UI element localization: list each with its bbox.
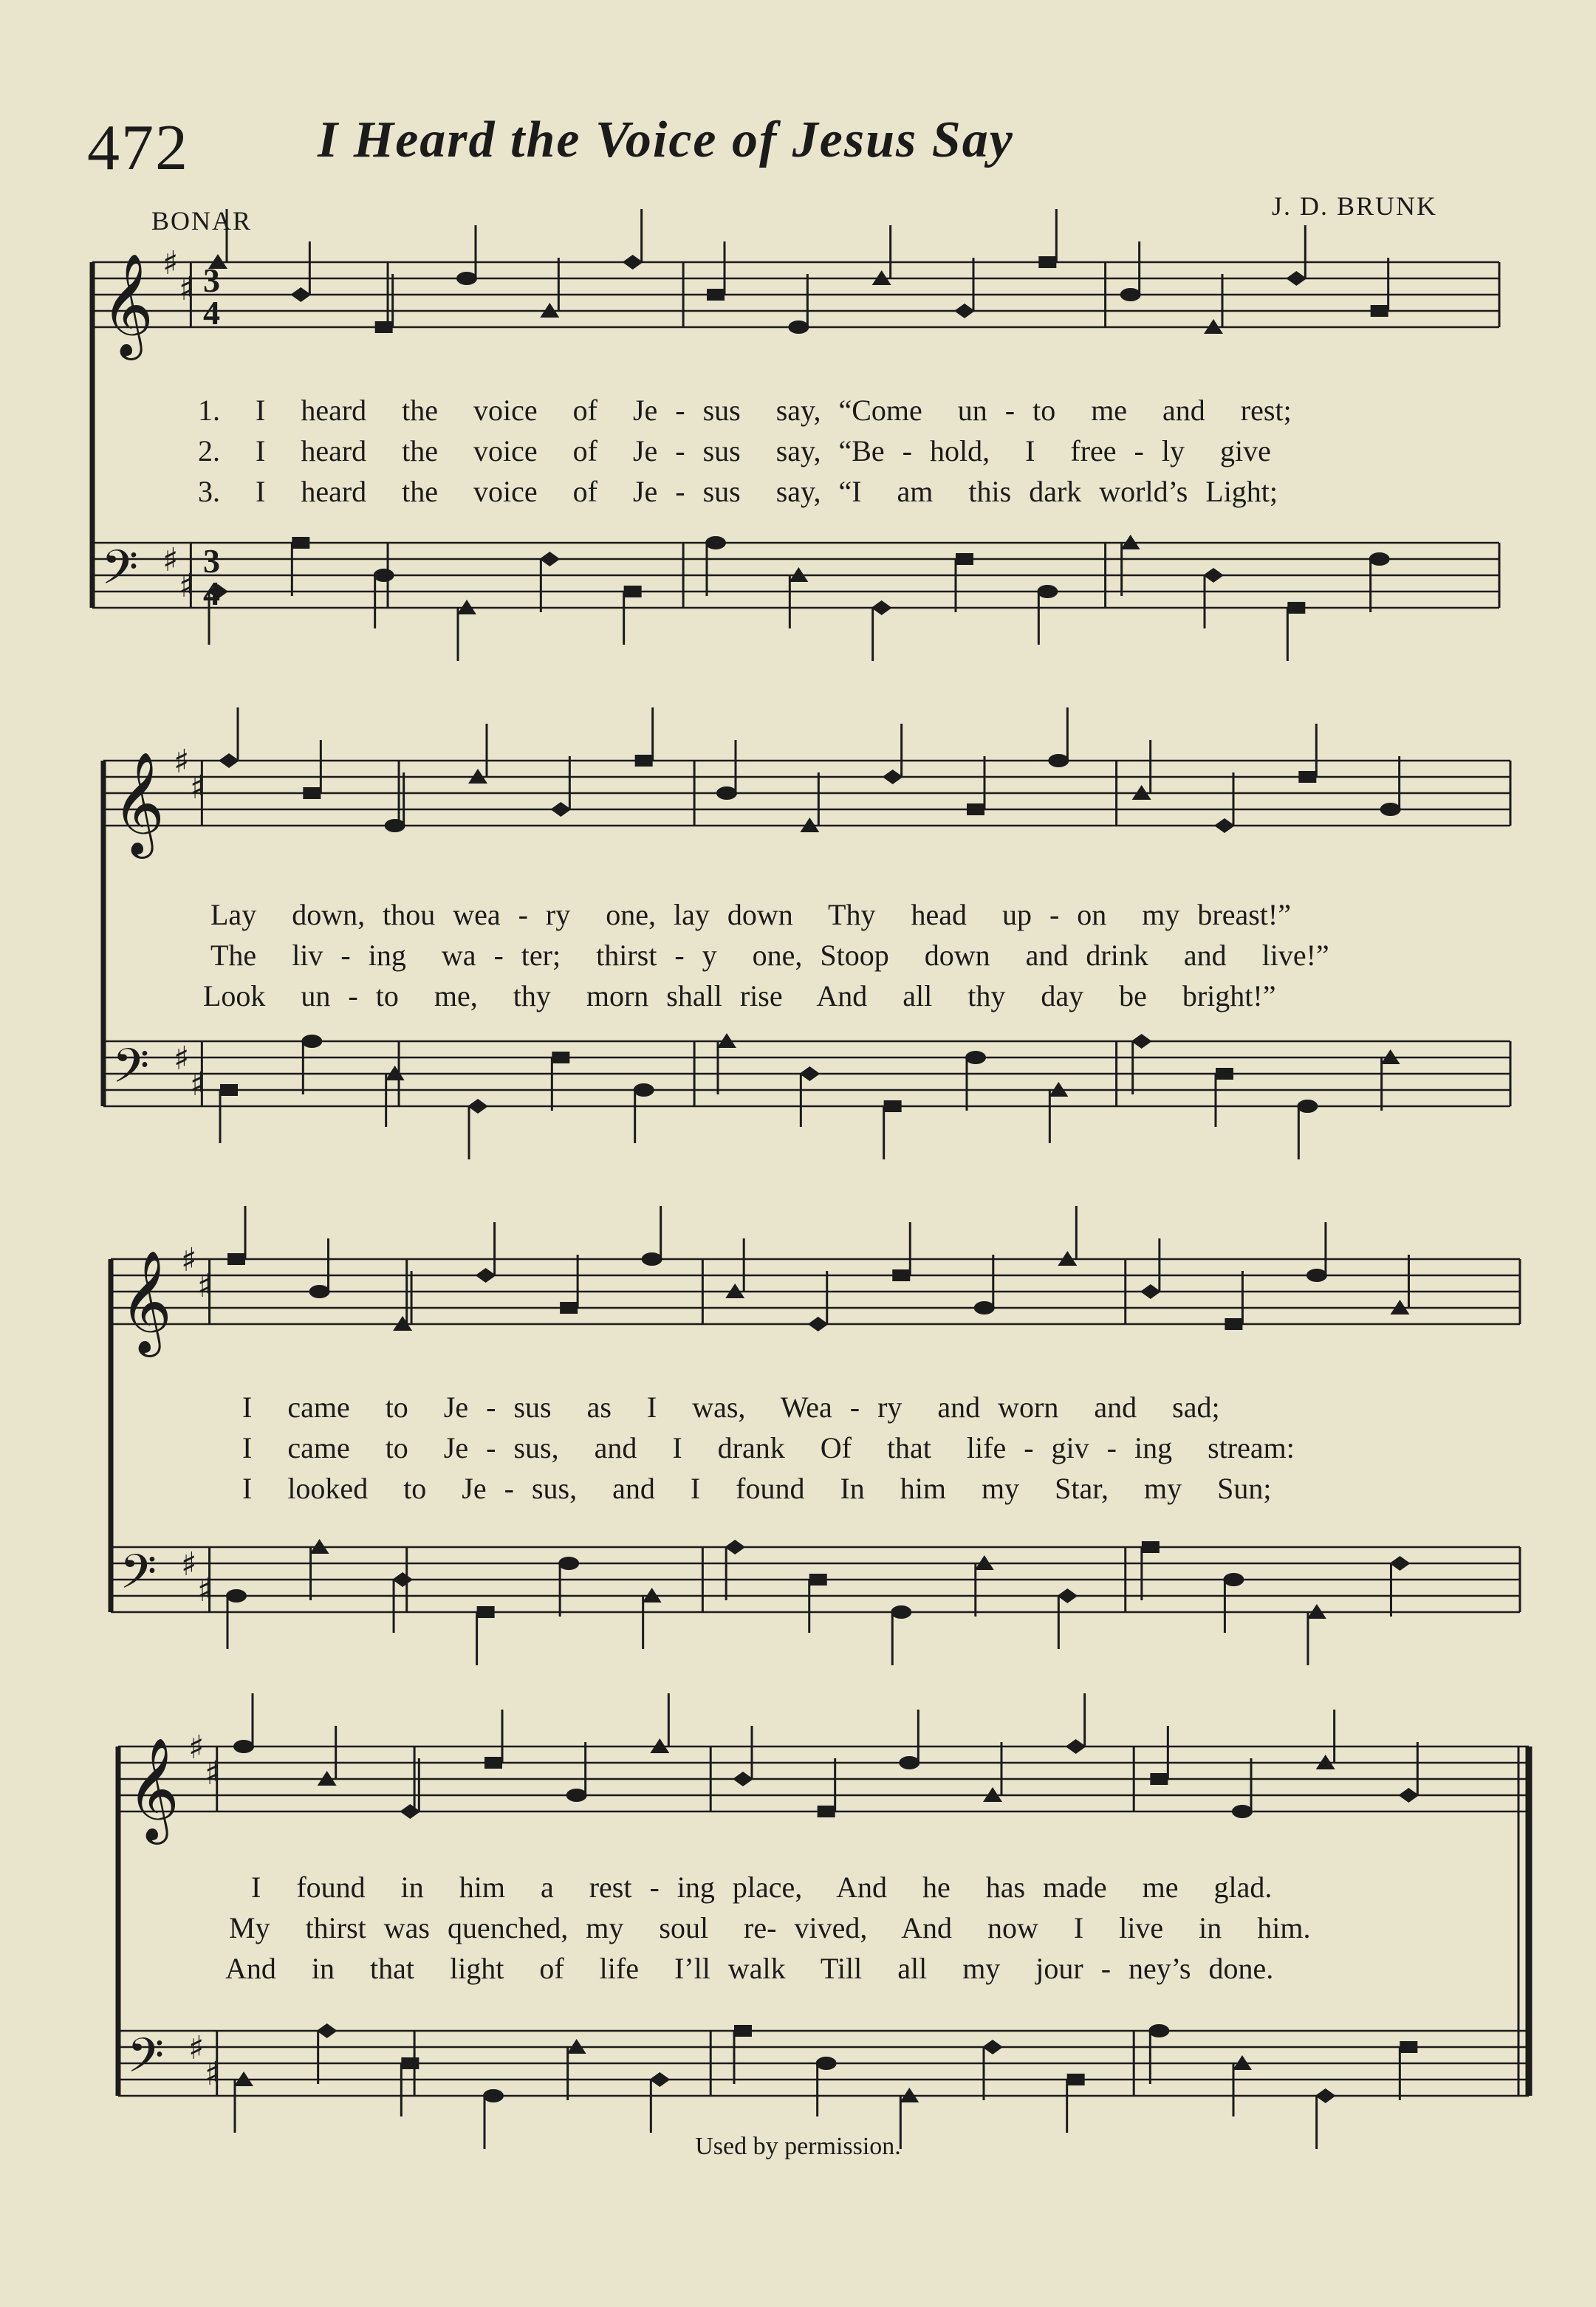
shape-note-head (635, 755, 653, 767)
shape-note-head (227, 1253, 245, 1265)
sharp-sign: ♯ (190, 1066, 206, 1103)
treble-clef: 𝄞 (101, 253, 154, 356)
shape-note-head (385, 819, 405, 832)
shape-note-head (891, 1605, 911, 1619)
sharp-sign: ♯ (179, 270, 195, 308)
shape-note-head (375, 321, 393, 333)
sharp-sign: ♯ (188, 1729, 205, 1766)
hymn-number: 472 (87, 112, 189, 184)
shape-note-head (401, 2057, 419, 2069)
shape-note-head (799, 1066, 820, 1081)
shape-note-head (476, 1268, 496, 1283)
sharp-sign: ♯ (205, 2055, 221, 2093)
shape-note-head (303, 787, 321, 799)
bass-clef: 𝄢 (101, 541, 139, 607)
shape-note-head (1398, 1788, 1419, 1803)
shape-note-head (808, 1317, 829, 1331)
lyric-line: 1. I heard the voice of Je - sus say, “Come un - to me and rest; (198, 394, 1292, 427)
shape-note-head (965, 1051, 986, 1064)
sharp-sign: ♯ (205, 1755, 221, 1792)
shape-note-head (1371, 305, 1388, 317)
shape-note-head (818, 1806, 835, 1817)
shape-note-head (374, 569, 394, 582)
bass-clef: 𝄢 (127, 2029, 165, 2095)
lyric-line: Look un - to me, thy morn shall rise And all thy day be bright!” (203, 979, 1276, 1012)
shape-note-head (1306, 1269, 1327, 1282)
lyric-line: I came to Je - sus, and I drank Of that life - giv - ing stream: (242, 1431, 1295, 1464)
shape-note-head (226, 1589, 247, 1602)
hymn-title: I Heard the Voice of Jesus Say (318, 112, 1014, 168)
shape-note-head (716, 786, 737, 800)
permission-note: Used by permission. (695, 2133, 901, 2160)
shape-note-head (967, 803, 984, 815)
shape-note-head (468, 1099, 488, 1114)
shape-note-head (705, 536, 726, 549)
shape-note-head (1232, 1805, 1253, 1818)
shape-note-head (1150, 1773, 1168, 1785)
shape-note-head (1400, 2041, 1417, 2053)
sharp-sign: ♯ (197, 1267, 213, 1305)
shape-note-head (1131, 1034, 1152, 1049)
bass-clef: 𝄢 (120, 1545, 157, 1611)
shape-note-head (1287, 602, 1305, 614)
treble-clef: 𝄞 (127, 1738, 179, 1840)
sharp-sign: ♯ (190, 769, 206, 806)
treble-clef: 𝄞 (120, 1250, 172, 1353)
shape-note-head (539, 552, 560, 566)
shape-note-head (956, 553, 973, 565)
shape-note-head (1298, 771, 1316, 783)
lyric-line: I looked to Je - sus, and I found In him my Star, my Sun; (242, 1472, 1272, 1505)
shape-note-head (623, 255, 643, 270)
shape-note-head (292, 537, 309, 549)
sharp-sign: ♯ (181, 1546, 197, 1583)
shape-note-head (558, 1557, 579, 1570)
shape-note-head (1389, 1556, 1410, 1571)
shape-note-head (309, 1285, 330, 1298)
shape-note-head (1297, 1100, 1318, 1113)
shape-note-head (1140, 1284, 1161, 1299)
shape-note-head (220, 1084, 238, 1096)
time-signature-top: 3 (203, 261, 220, 299)
shape-note-head (884, 1100, 902, 1112)
lyric-line: My thirst was quenched, my soul re- vived, And now I live in him. (229, 1911, 1311, 1944)
shape-note-head (317, 2023, 338, 2038)
shape-note-head (642, 1252, 662, 1266)
shape-note-head (733, 1772, 753, 1786)
shape-note-head (1223, 1573, 1244, 1586)
shape-note-head (290, 287, 311, 302)
sharp-sign: ♯ (188, 2029, 205, 2067)
lyric-line: And in that light of life I’ll walk Till all my jour - ney’s done. (225, 1952, 1274, 1985)
sharp-sign: ♯ (174, 743, 190, 781)
time-signature-top: 3 (203, 542, 220, 580)
shape-note-head (301, 1035, 322, 1048)
shape-note-head (1057, 1588, 1078, 1603)
shape-note-head (1225, 1318, 1242, 1330)
sharp-sign: ♯ (197, 1571, 213, 1609)
shape-note-head (899, 1756, 919, 1769)
treble-clef: 𝄞 (112, 752, 165, 854)
shape-note-head (809, 1574, 827, 1586)
shape-note-head (1037, 585, 1058, 598)
shape-note-head (1369, 552, 1390, 566)
shape-note-head (707, 289, 725, 301)
shape-note-head (725, 1540, 745, 1554)
shape-note-head (566, 1789, 587, 1802)
shape-note-head (1038, 256, 1056, 268)
lyric-line: 2. I heard the voice of Je - sus say, “Be - hold, I free - ly give (198, 434, 1271, 467)
sharp-sign: ♯ (162, 244, 179, 282)
music-credit: J. D. BRUNK (1271, 191, 1437, 221)
shape-note-head (1203, 568, 1224, 583)
lyric-line: I found in him a rest - ing place, And he has made me glad. (251, 1871, 1273, 1904)
shape-note-head (649, 2072, 670, 2087)
shape-note-head (788, 320, 809, 334)
time-signature-bottom: 4 (203, 294, 220, 332)
shape-note-head (484, 1757, 502, 1769)
shape-note-head (1214, 818, 1235, 833)
shape-note-head (982, 2040, 1003, 2054)
time-signature-bottom: 4 (203, 575, 220, 612)
shape-note-head (233, 1740, 254, 1753)
shape-note-head (483, 2089, 504, 2102)
shape-note-head (1315, 2088, 1336, 2103)
sharp-sign: ♯ (181, 1241, 197, 1279)
shape-note-head (871, 600, 892, 615)
shape-note-head (1066, 1739, 1086, 1754)
shape-note-head (624, 586, 642, 597)
shape-note-head (560, 1302, 578, 1314)
shape-note-head (634, 1083, 654, 1097)
lyric-line: The liv - ing wa - ter; thirst - y one, Stoop down and drink and live!” (210, 939, 1329, 972)
lyric-line: 3. I heard the voice of Je - sus say, “I am this dark world’s Light; (198, 475, 1278, 508)
shape-note-head (1048, 754, 1069, 767)
words-credit: BONAR (151, 206, 253, 236)
shape-note-head (892, 1269, 910, 1281)
shape-note-head (392, 1572, 413, 1587)
shape-note-head (477, 1606, 495, 1618)
shape-note-head (400, 1804, 420, 1819)
shape-note-head (1120, 288, 1141, 301)
shape-note-head (219, 753, 239, 768)
shape-note-head (974, 1301, 995, 1314)
shape-note-head (1067, 2074, 1085, 2085)
shape-note-head (734, 2025, 752, 2037)
shape-note-head (1148, 2024, 1169, 2037)
shape-note-head (1216, 1068, 1233, 1080)
sharp-sign: ♯ (179, 567, 195, 605)
shape-note-head (1380, 803, 1401, 816)
shape-note-head (816, 2057, 837, 2070)
shape-note-head (1286, 271, 1306, 286)
shape-note-head (456, 272, 477, 285)
shape-note-head (552, 1052, 569, 1063)
lyric-line: I came to Je - sus as I was, Wea - ry and worn and sad; (242, 1391, 1220, 1424)
sharp-sign: ♯ (162, 541, 179, 579)
shape-note-head (954, 304, 975, 318)
sharp-sign: ♯ (174, 1040, 190, 1077)
lyric-line: Lay down, thou wea - ry one, lay down Thy head up - on my breast!” (210, 898, 1291, 931)
shape-note-head (883, 769, 903, 784)
shape-note-head (1142, 1541, 1160, 1553)
shape-note-head (550, 802, 571, 817)
bass-clef: 𝄢 (112, 1039, 150, 1105)
